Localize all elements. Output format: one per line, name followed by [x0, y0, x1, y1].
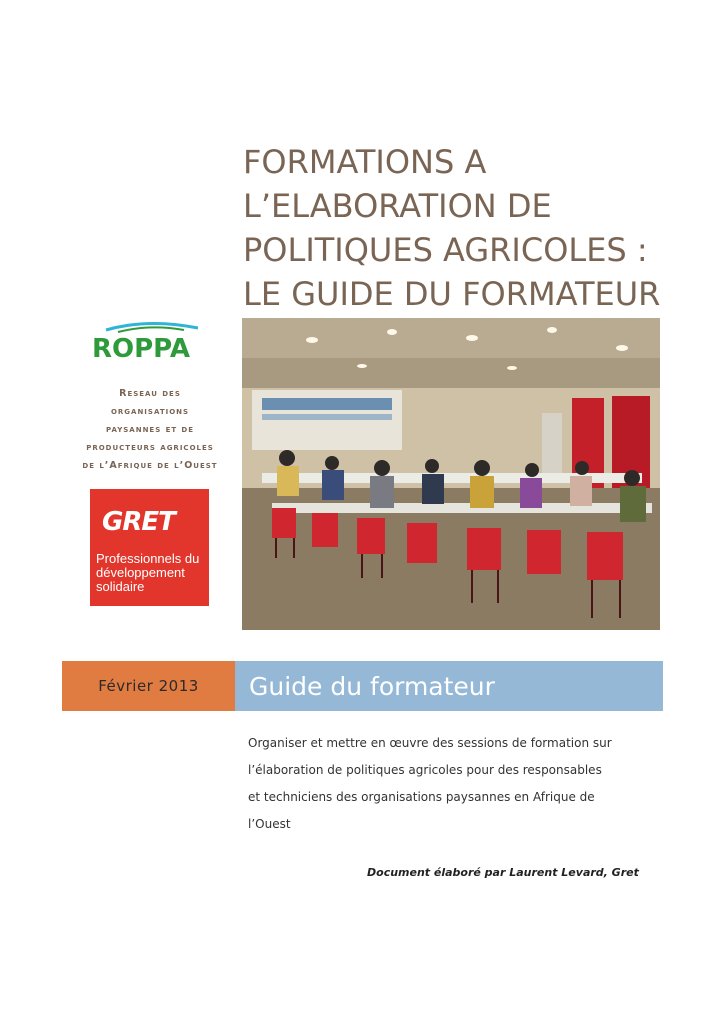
roppa-description-line: Reseau des: [119, 388, 181, 399]
summary-line: l’Ouest: [248, 817, 291, 831]
gret-tagline-line: Professionnels du: [96, 551, 200, 566]
roppa-description: [60, 385, 240, 475]
training-room-illustration: [242, 318, 660, 630]
cover-title: [243, 140, 703, 316]
title-line: LE GUIDE DU FORMATEUR: [243, 275, 661, 313]
author-credit: Document élaboré par Laurent Levard, Gret: [367, 866, 639, 879]
training-session-photo: [242, 318, 660, 630]
guide-heading-band: Guide du formateur: [235, 661, 663, 711]
gret-tagline-line: développement: [96, 565, 185, 580]
roppa-description-line: producteurs agricoles: [86, 442, 214, 453]
roppa-wordmark: ROPPA: [92, 334, 190, 364]
roppa-description-line: paysannes et de: [105, 424, 195, 435]
roppa-logo: [88, 318, 212, 368]
summary-text: [248, 730, 668, 838]
gret-logo: [90, 489, 209, 606]
title-line: FORMATIONS A: [243, 143, 487, 181]
roppa-description-line: de l’Afrique de l’Ouest: [82, 460, 218, 471]
summary-line: Organiser et mettre en œuvre des sessions de formation sur: [248, 736, 612, 750]
title-line: L’ELABORATION DE: [243, 187, 552, 225]
gret-tagline: [96, 552, 199, 594]
gret-wordmark: GRET: [102, 507, 175, 537]
roppa-description-line: organisations: [110, 406, 190, 417]
title-line: POLITIQUES AGRICOLES :: [243, 231, 648, 269]
date-band: Février 2013: [62, 661, 235, 711]
summary-line: et techniciens des organisations paysannes en Afrique de: [248, 790, 595, 804]
gret-tagline-line: solidaire: [96, 579, 145, 594]
summary-line: l’élaboration de politiques agricoles pour des responsables: [248, 763, 602, 777]
